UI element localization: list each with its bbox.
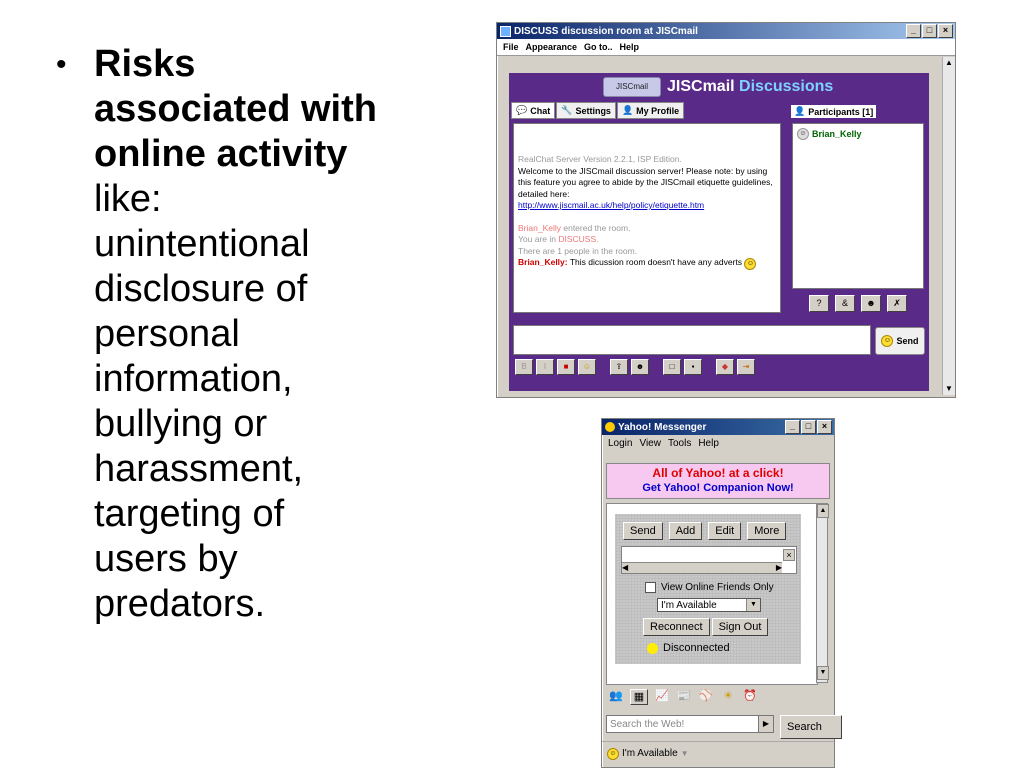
- color-icon[interactable]: ■: [557, 359, 575, 375]
- banner-accent: Discussions: [739, 78, 834, 95]
- chat-log[interactable]: [513, 123, 781, 313]
- wrench-icon: 🔧: [561, 105, 573, 115]
- italic-icon[interactable]: I: [536, 359, 554, 375]
- clear-icon[interactable]: ◆: [716, 359, 734, 375]
- people-count-text: There are 1 people in the room.: [518, 245, 638, 256]
- play-arrow-icon[interactable]: ▶: [758, 716, 773, 732]
- alerts-icon[interactable]: ⏰: [743, 690, 757, 702]
- participant-actions: [809, 295, 907, 312]
- participants-list: [792, 123, 924, 289]
- exit-icon[interactable]: ⇥: [737, 359, 755, 375]
- banner-main: JISCmail: [667, 78, 735, 95]
- new-document-icon[interactable]: □: [663, 359, 681, 375]
- upload-icon[interactable]: ⇪: [610, 359, 628, 375]
- friends-list[interactable]: [621, 546, 797, 574]
- app-icon: [500, 26, 511, 37]
- view-online-label: View Online Friends Only: [661, 582, 774, 593]
- minimize-button[interactable]: _: [785, 420, 800, 434]
- participants-header: 👤 Participants [1]: [791, 105, 876, 118]
- scroll-left-arrow-icon[interactable]: ◀: [622, 563, 629, 572]
- sports-icon[interactable]: ⚾: [699, 690, 713, 702]
- view-online-checkbox[interactable]: [645, 582, 656, 593]
- scroll-right-arrow-icon[interactable]: ▶: [775, 563, 782, 572]
- vertical-scrollbar[interactable]: [816, 503, 828, 683]
- bullet-text: [94, 42, 384, 627]
- search-button[interactable]: Search: [780, 715, 842, 739]
- yahoo-status-bar[interactable]: [602, 741, 834, 765]
- menu-help[interactable]: Help: [619, 42, 640, 52]
- bullet-bold-text: Risks associated with online activity: [94, 43, 377, 175]
- horizontal-scrollbar[interactable]: [622, 562, 782, 573]
- message-input[interactable]: [513, 325, 871, 355]
- yahoo-friends-area: [606, 503, 818, 685]
- add-button[interactable]: Add: [669, 522, 703, 540]
- scroll-down-arrow-icon[interactable]: ▼: [945, 384, 953, 393]
- participant-item[interactable]: ☺ Brian_Kelly: [797, 128, 919, 140]
- menu-file[interactable]: File: [503, 42, 519, 52]
- yahoo-smiley-icon: [605, 422, 615, 432]
- status-dot-icon: [647, 643, 658, 654]
- room-name: DISCUSS.: [558, 234, 599, 244]
- format-toolbar: [515, 359, 755, 375]
- scroll-down-arrow-icon[interactable]: ▼: [817, 666, 829, 680]
- minimize-button[interactable]: _: [906, 24, 921, 38]
- send-button[interactable]: ☺ Send: [875, 327, 925, 355]
- smiley-set-icon[interactable]: ☻: [631, 359, 649, 375]
- menu-view[interactable]: View: [639, 438, 661, 449]
- ad-line-2: Get Yahoo! Companion Now!: [642, 482, 794, 494]
- bullet-rest-text: like: unintentional disclosure of personal information, bullying or harassment, targeting of users by predators.: [94, 178, 310, 625]
- banner-title: [667, 78, 833, 96]
- view-online-row: [645, 582, 774, 593]
- yahoo-feature-toolbar: [608, 689, 758, 705]
- server-version-text: RealChat Server Version 2.2.1, ISP Edition.: [518, 154, 682, 164]
- user-icon: 👤: [621, 105, 634, 115]
- bottom-status-text: I'm Available: [622, 748, 678, 759]
- chat-tabs: [511, 102, 685, 119]
- bold-icon[interactable]: B: [515, 359, 533, 375]
- connection-status: [647, 642, 730, 654]
- yahoo-ad-banner[interactable]: [606, 463, 830, 499]
- you-are-in-text: You are in: [518, 234, 559, 244]
- calendar-icon[interactable]: ▦: [630, 689, 648, 705]
- edit-button[interactable]: Edit: [708, 522, 741, 540]
- ear-icon[interactable]: ?: [809, 295, 829, 312]
- etiquette-link[interactable]: http://www.jiscmail.ac.uk/help/policy/etiquette.htm: [518, 200, 705, 210]
- scroll-up-arrow-icon[interactable]: ▲: [817, 504, 829, 518]
- user-status-icon: ☺: [797, 128, 809, 140]
- message-user: Brian_Kelly:: [518, 257, 568, 267]
- chevron-down-icon: ▼: [680, 749, 689, 758]
- close-button[interactable]: ×: [817, 420, 832, 434]
- more-button[interactable]: More: [747, 522, 786, 540]
- close-icon[interactable]: ×: [783, 549, 795, 561]
- window-title: DISCUSS discussion room at JISCmail: [514, 25, 698, 37]
- tab-settings[interactable]: 🔧 Settings: [556, 102, 616, 119]
- smiley-icon: ☺: [881, 335, 893, 347]
- web-search-input[interactable]: Search the Web! ▶: [606, 715, 774, 733]
- jiscmail-banner: [603, 76, 833, 98]
- menu-appearance[interactable]: Appearance: [525, 42, 578, 52]
- jiscmail-main-panel: [509, 73, 929, 391]
- weather-icon[interactable]: ☀: [723, 690, 733, 702]
- smiley-icon: ☺: [744, 258, 756, 270]
- stocks-icon[interactable]: 📈: [655, 690, 669, 702]
- jiscmail-logo: JISCmail: [603, 77, 661, 97]
- friends-icon[interactable]: 👥: [609, 690, 623, 702]
- menu-help[interactable]: Help: [698, 438, 719, 449]
- message-text: This dicussion room doesn't have any adverts: [567, 257, 743, 267]
- reconnect-button[interactable]: Reconnect: [643, 618, 710, 636]
- status-select[interactable]: I'm Available ▼: [657, 598, 761, 612]
- connection-status-text: Disconnected: [663, 642, 730, 654]
- yahoo-disconnected-panel: [615, 514, 801, 664]
- entered-text: entered the room.: [561, 222, 631, 233]
- connection-buttons: [643, 618, 768, 636]
- chevron-down-icon: ▼: [746, 599, 760, 611]
- send-button[interactable]: Send: [623, 522, 663, 540]
- yahoo-messenger-window: [601, 418, 835, 768]
- smiley-icon: ☺: [607, 748, 619, 760]
- bullet-marker: •: [56, 48, 67, 81]
- ad-line-1: All of Yahoo! at a click!: [652, 466, 784, 480]
- jiscmail-titlebar[interactable]: [497, 23, 955, 39]
- emoticon-icon[interactable]: ☺: [578, 359, 596, 375]
- maximize-button[interactable]: □: [801, 420, 816, 434]
- entered-user: Brian_Kelly: [518, 222, 561, 233]
- scroll-up-arrow-icon[interactable]: ▲: [945, 58, 953, 67]
- window-title: Yahoo! Messenger: [618, 421, 707, 433]
- kick-user-icon[interactable]: ✗: [887, 295, 907, 312]
- tab-chat[interactable]: 💬 Chat: [511, 102, 555, 119]
- yahoo-menubar: [602, 435, 834, 452]
- tab-my-profile[interactable]: 👤 My Profile: [617, 102, 684, 119]
- user-icon: 👤: [794, 106, 806, 116]
- menu-goto[interactable]: Go to..: [584, 42, 613, 52]
- welcome-text: Welcome to the JISCmail discussion server! Please note: by using this feature you agree to abide by the JISCmail etiquette guidelines, detailed here:: [518, 165, 773, 199]
- news-icon[interactable]: 📰: [677, 690, 691, 702]
- save-icon[interactable]: ▪: [684, 359, 702, 375]
- maximize-button[interactable]: □: [922, 24, 937, 38]
- yahoo-titlebar[interactable]: [602, 419, 834, 435]
- mask-icon[interactable]: ☻: [861, 295, 881, 312]
- jiscmail-scrollbar[interactable]: [942, 57, 955, 395]
- menu-login[interactable]: Login: [608, 438, 633, 449]
- menu-tools[interactable]: Tools: [667, 438, 692, 449]
- jiscmail-menubar: [497, 39, 955, 56]
- chat-bubble-icon: 💬: [516, 105, 528, 115]
- yahoo-action-buttons: [623, 522, 786, 540]
- close-button[interactable]: ×: [938, 24, 953, 38]
- profile-icon[interactable]: &: [835, 295, 855, 312]
- jiscmail-window: [496, 22, 956, 398]
- sign-out-button[interactable]: Sign Out: [712, 618, 769, 636]
